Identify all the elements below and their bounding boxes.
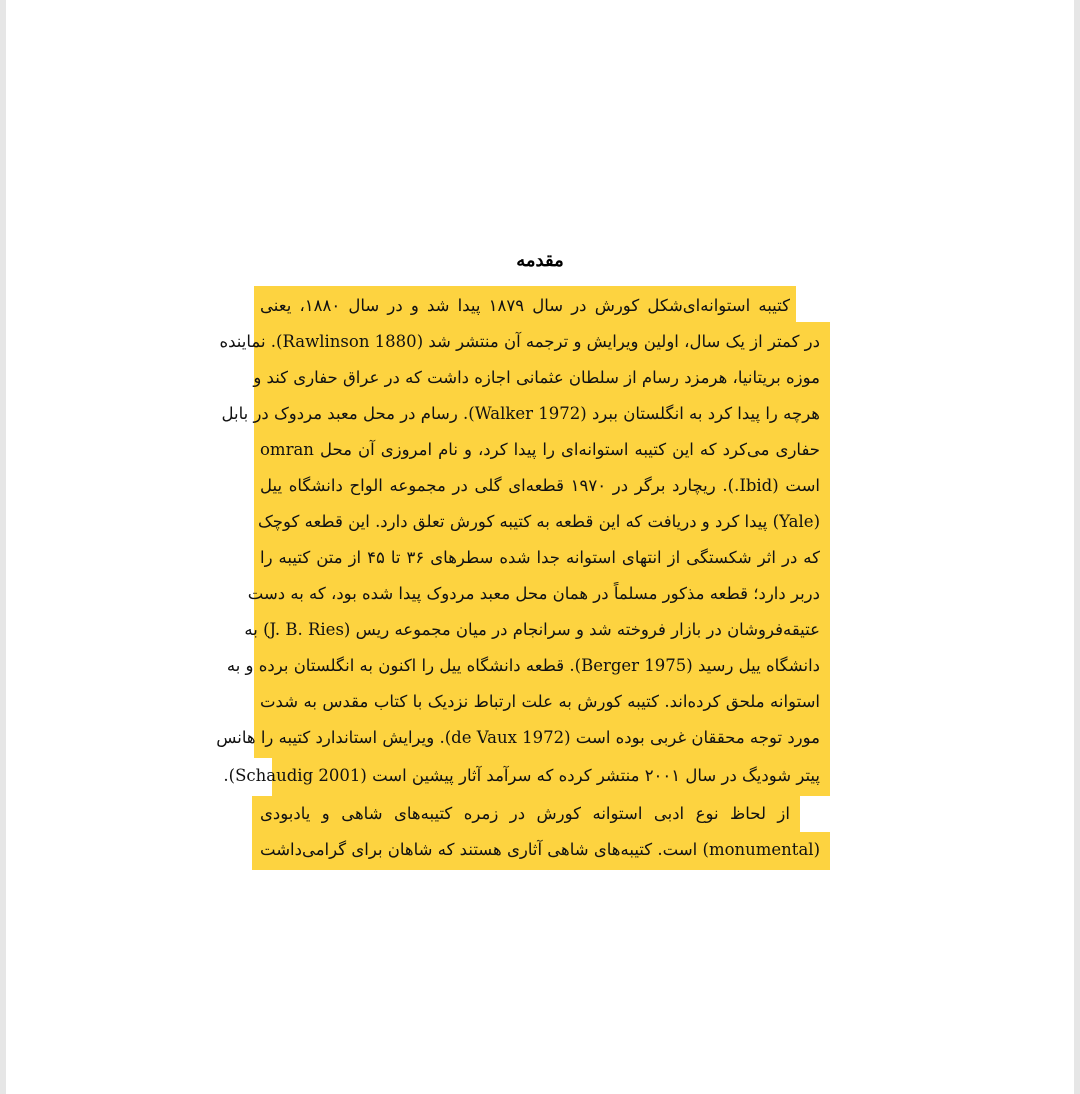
paragraph-1-line: که در اثر شکستگی از انتهای استوانه جدا شده سطرهای ۳۶ تا ۴۵ از متن کتیبه را xyxy=(260,548,821,567)
paragraph-1-line: موزه بریتانیا، هرمزد رسام از سلطان عثمانی اجازه داشت که در عراق حفاری کند و xyxy=(253,368,820,387)
paragraph-1-line: عتیقه‌فروشان در بازار فروخته شد و سرانجام در میان مجموعه ریس (J. B. Ries) به xyxy=(244,620,820,639)
paragraph-1-line: پیتر شودیگ در سال ۲۰۰۱ منتشر کرده که سرآمد آثار پیشین است (Schaudig 2001). xyxy=(223,766,820,785)
page-title: مقدمه xyxy=(516,250,564,271)
paragraph-1-line: مورد توجه محققان غربی بوده است (de Vaux 1972). ویرایش استاندارد کتیبه را هانس xyxy=(216,728,820,747)
paragraph-1-line: در کمتر از یک سال، اولین ویرایش و ترجمه آن منتشر شد (Rawlinson 1880). نماینده xyxy=(219,332,820,351)
paragraph-1-line: هرچه را پیدا کرد به انگلستان ببرد (Walker 1972). رسام در محل معبد مردوک در بابل xyxy=(221,404,820,423)
paragraph-1-line: استوانه ملحق کرده‌اند. کتیبه کورش به علت ارتباط نزدیک با کتاب مقدس به شدت xyxy=(260,692,820,711)
paragraph-2-line: از لحاظ نوع ادبی استوانه کورش در زمره کتیبه‌های شاهی و یادبودی xyxy=(260,804,790,823)
paragraph-1-line: (Yale) پیدا کرد و دریافت که این قطعه به کتیبه کورش تعلق دارد. این قطعه کوچک xyxy=(258,512,820,531)
paragraph-1-line: کتیبه استوانه‌ای‌شکل کورش در سال ۱۸۷۹ پیدا شد و در سال ۱۸۸۰، یعنی xyxy=(260,296,790,315)
paragraph-2-line: (monumental) است. کتیبه‌های شاهی آثاری هستند که شاهان برای گرامی‌داشت xyxy=(260,840,820,859)
paragraph-1-line: دربر دارد؛ قطعه مذکور مسلماً در همان محل معبد مردوک پیدا شده بود، که به دست xyxy=(247,584,820,603)
highlighted-text-block xyxy=(216,286,830,870)
paragraph-1-line: است (Ibid.). ریچارد برگر در ۱۹۷۰ قطعه‌ای گلی در مجموعه الواح دانشگاه ییل xyxy=(260,476,820,495)
paragraph-1-line: حفاری می‌کرد که این کتیبه استوانه‌ای را پیدا کرد، و نام امروزی آن محل omran xyxy=(260,440,820,459)
paragraph-1-line: دانشگاه ییل رسید (Berger 1975). قطعه دانشگاه ییل را اکنون به انگلستان برده و به xyxy=(226,656,820,675)
